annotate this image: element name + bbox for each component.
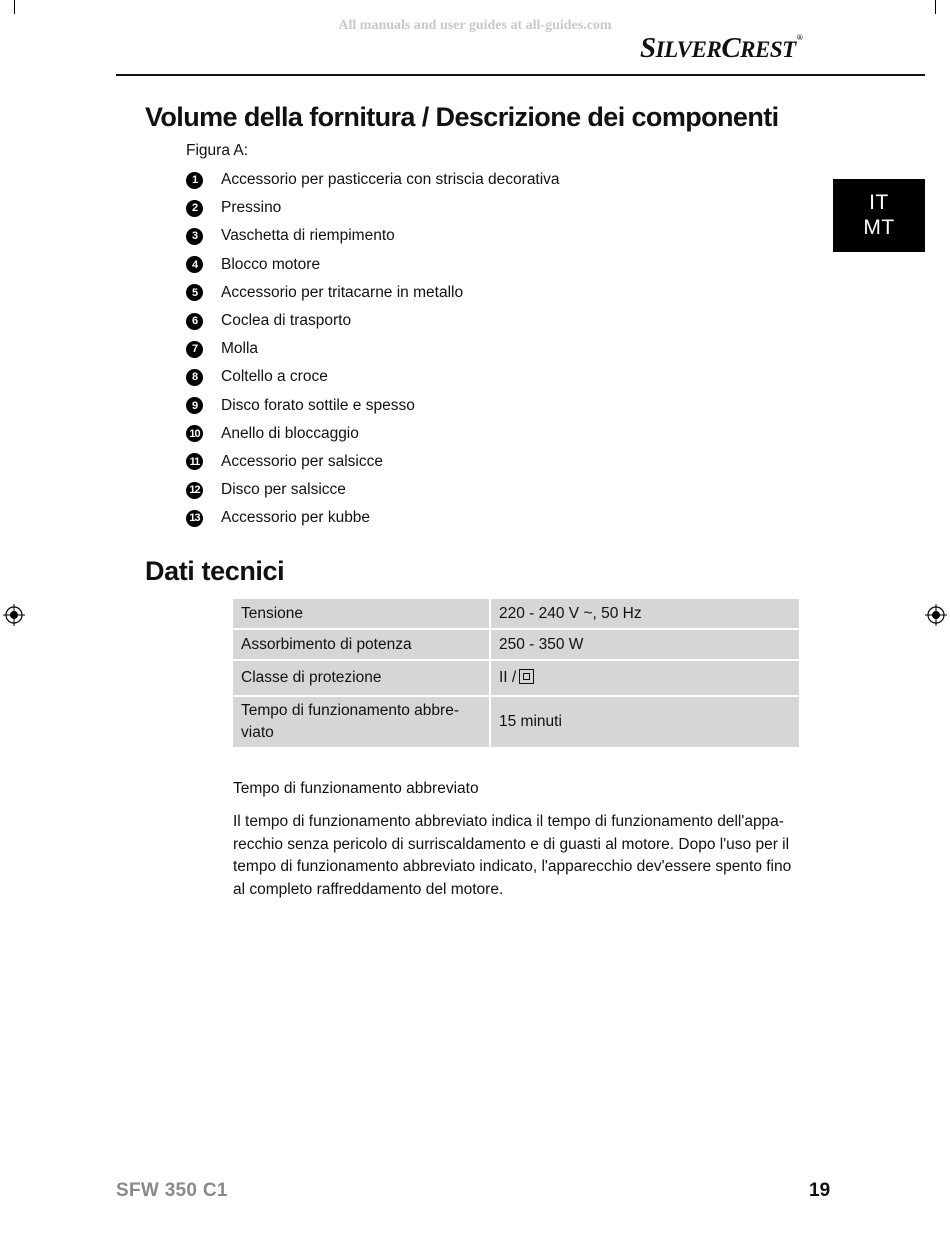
component-list [186,166,560,532]
brand-logo: SILVERCREST® [640,32,803,64]
list-item [186,166,560,194]
number-badge: 10 [186,425,203,442]
footer-page-number: 19 [809,1180,831,1201]
number-badge: 9 [186,397,203,414]
component-label: Accessorio per pasticceria con striscia decorativa [221,171,560,189]
component-label: Pressino [221,199,282,217]
paragraph-short-time: Il tempo di funzionamento abbreviato indica il tempo di funzionamento dell'appa-recchio senza pericolo di surriscaldamento e di guasti al motore. Dopo l'uso per il tempo di funzionamento abbreviato indicato, l'apparecchio dev'essere spento fino al completo raffreddamento del motore. [233,813,792,898]
list-item [186,392,560,420]
registration-mark-icon [925,604,947,626]
component-label: Accessorio per salsicce [221,452,383,470]
list-item [186,251,560,279]
number-badge: 7 [186,341,203,358]
list-item [186,504,560,532]
number-badge: 8 [186,369,203,386]
table-cell-label: Tempo di funzionamento abbre-viato [233,697,489,747]
table-cell-value: 250 - 350 W [491,630,799,659]
table-row [233,697,799,747]
list-item [186,476,560,504]
list-item [186,307,560,335]
number-badge: 11 [186,453,203,470]
header-rule [116,74,925,76]
component-label: Accessorio per kubbe [221,509,371,527]
component-label: Accessorio per tritacarne in metallo [221,283,464,301]
number-badge: 1 [186,172,203,189]
list-item [186,194,560,222]
figure-label: Figura A: [186,142,249,159]
table-cell-label: Assorbimento di potenza [233,630,489,659]
table-cell-label: Classe di protezione [233,661,489,695]
component-label: Anello di bloccaggio [221,424,359,442]
table-row [233,599,799,628]
number-badge: 3 [186,228,203,245]
table-row [233,661,799,695]
number-badge: 12 [186,482,203,499]
watermark: All manuals and user guides at all-guides.com [338,18,612,33]
table-cell-label: Tensione [233,599,489,628]
list-item [186,222,560,250]
component-label: Coltello a croce [221,368,328,386]
crop-mark-top-left [0,0,15,14]
double-insulation-icon [519,669,534,684]
table-cell-value [491,661,799,695]
section-title-tech-data: Dati tecnici [145,556,285,586]
tech-data-table [231,597,801,749]
table-row [233,630,799,659]
component-label: Disco per salsicce [221,481,346,499]
list-item [186,363,560,391]
component-label: Molla [221,340,259,358]
language-tab [833,179,925,252]
component-label: Disco forato sottile e spesso [221,396,415,414]
list-item [186,448,560,476]
number-badge: 13 [186,510,203,527]
section-title-contents: Volume della fornitura / Descrizione dei componenti [145,102,779,132]
list-item [186,420,560,448]
language-code-mt: MT [863,216,895,239]
list-item [186,335,560,363]
table-cell-value: 220 - 240 V ~, 50 Hz [491,599,799,628]
registration-mark-icon [3,604,25,626]
list-item [186,279,560,307]
table-cell-value: 15 minuti [491,697,799,747]
protection-class-text: II / [499,669,517,686]
language-code-it: IT [869,191,889,214]
component-label: Vaschetta di riempimento [221,227,395,245]
number-badge: 5 [186,284,203,301]
component-label: Coclea di trasporto [221,312,352,330]
number-badge: 4 [186,256,203,273]
crop-mark-top-right [935,0,950,14]
footer-model: SFW 350 C1 [116,1180,228,1201]
number-badge: 2 [186,200,203,217]
number-badge: 6 [186,313,203,330]
component-label: Blocco motore [221,255,321,273]
subheading-short-time: Tempo di funzionamento abbreviato [233,780,479,797]
